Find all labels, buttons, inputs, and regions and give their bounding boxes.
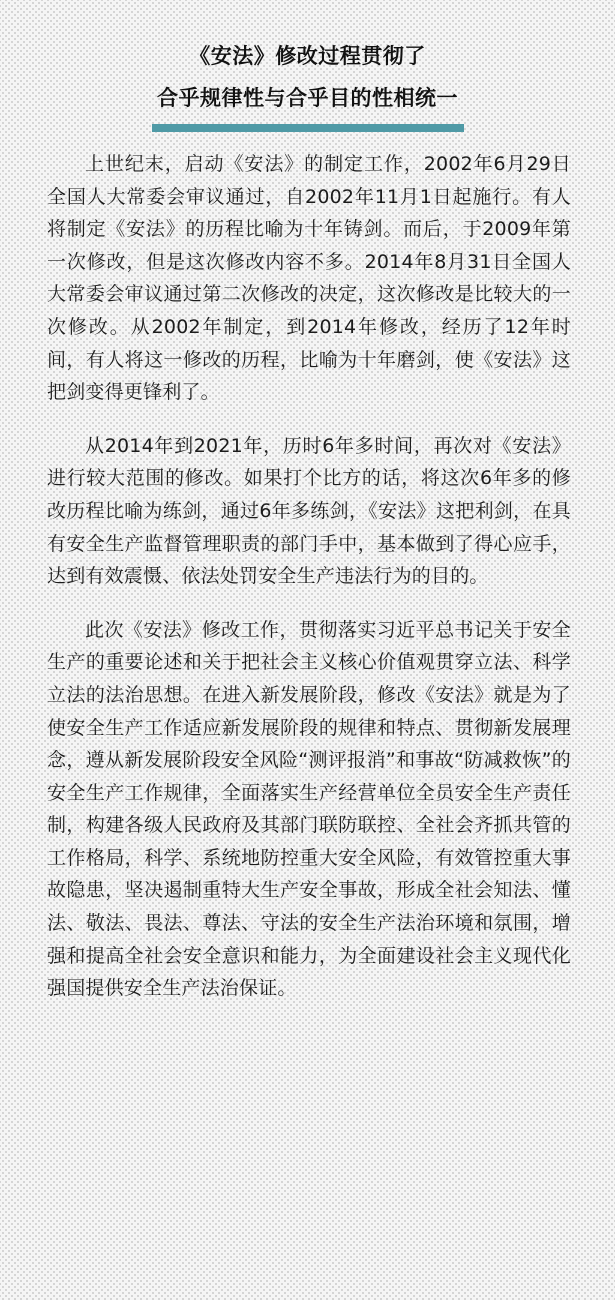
title-underline-bar xyxy=(152,124,464,132)
paragraph-1: 上世纪末，启动《安法》的制定工作，2002年6月29日全国人大常委会审议通过，自2002年11月1日起施行。有人将制定《安法》的历程比喻为十年铸剑。而后，于2009年第一次修改，但是这次修改内容不多。2014年8月31日全国人大常委会审议通过第二次修改的决定，这次修改是比较大的一次修改。从2002年制定，到2014年修改，经历了12年时间，有人将这一修改的历程，比喻为十年磨剑，使《安法》这把剑变得更锋利了。 xyxy=(47,153,571,404)
article-body xyxy=(47,148,571,1005)
article-title xyxy=(0,42,615,112)
title-line-1: 《安法》修改过程贯彻了 xyxy=(189,44,426,68)
paragraph-3: 此次《安法》修改工作，贯彻落实习近平总书记关于安全生产的重要论述和关于把社会主义核心价值观贯穿立法、科学立法的法治思想。在进入新发展阶段，修改《安法》就是为了使安全生产工作适应新发展阶段的规律和特点、贯彻新发展理念，遵从新发展阶段安全风险“测评报消”和事故“防减救恢”的安全生产工作规律，全面落实生产经营单位全员安全生产责任制，构建各级人民政府及其部门联防联控、全社会齐抓共管的工作格局，科学、系统地防控重大安全风险，有效管控重大事故隐患，坚决遏制重特大生产安全事故，形成全社会知法、懂法、敬法、畏法、尊法、守法的安全生产法治环境和氛围，增强和提高全社会安全意识和能力，为全面建设社会主义现代化强国提供安全生产法治保证。 xyxy=(47,618,571,1000)
title-line-2: 合乎规律性与合乎目的性相统一 xyxy=(157,86,458,110)
paragraph-2: 从2014年到2021年，历时6年多时间，再次对《安法》进行较大范围的修改。如果打个比方的话，将这次6年多的修改历程比喻为练剑，通过6年多练剑，《安法》这把利剑，在具有安全生产监督管理职责的部门手中，基本做到了得心应手，达到有效震慑、依法处罚安全生产违法行为的目的。 xyxy=(47,434,571,588)
